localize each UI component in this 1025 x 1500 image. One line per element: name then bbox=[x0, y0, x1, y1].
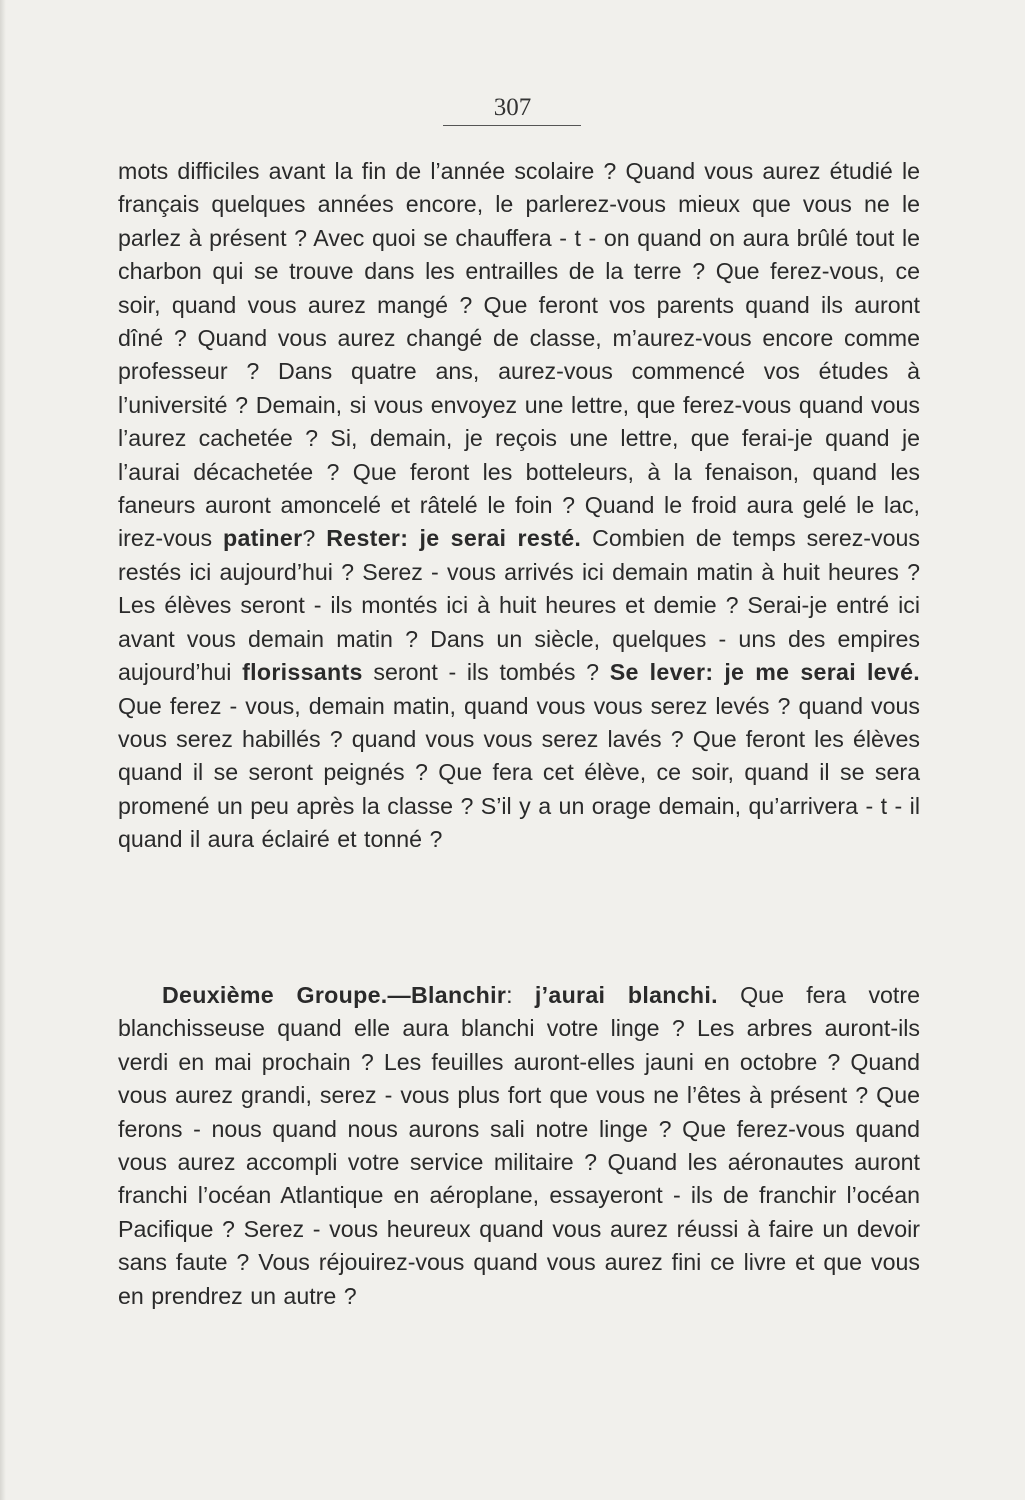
text-run: : bbox=[506, 982, 535, 1008]
header-rule bbox=[443, 125, 581, 126]
bold-term-florissants: florissants bbox=[242, 659, 363, 686]
text-run: Combien de temps serez-vous restés ici aujourd’hui ? Serez - vous arrivés ici demain matin à huit heures ? Les élèves seront - ils montés ici à huit heures et demie ? Serai-je entré ici avant vous demain matin ? Dans un siècle, quelques - uns des empires aujourd’hui bbox=[118, 525, 921, 686]
text-run: mots difficiles avant la fin de l’année scolaire ? Quand vous aurez étudié le français quelques années encore, le parlerez-vous mieux que vous ne le parlez à présent ? Avec quoi se chauffera - t - on quand on aura brûlé tout le charbon qui se trouve dans les entrailles de la terre ? Que ferez-vous, ce soir, quand vous aurez mangé ? Que feront vos parents quand ils auront dîné ? Quand vous aurez changé de classe, m’aurez-vous encore comme professeur ? Dans quatre ans, aurez-vous commencé vos études à l’université ? Demain, si vous envoyez une lettre, que ferez-vous quand vous l’aurez cachetée ? Si, demain, je reçois une lettre, que ferai-je quand je l’aurai décachetée ? Que feront les botteleurs, à la fenaison, quand les faneurs auront amoncelé et râtelé le foin ? Quand le froid aura gelé le lac, irez-vous bbox=[118, 158, 920, 552]
text-run: Que fera votre blanchisseuse quand elle aura blanchi votre linge ? Les arbres auront-ils verdi en mai prochain ? Les feuilles auront-elles jauni en octobre ? Quand vous aurez grandi, serez - vous plus fort que vous ne l’êtes à présent ? Que ferons - nous quand nous aurons sali notre linge ? Que ferez-vous quand vous aurez accompli votre service militaire ? Quand les aéronautes auront franchi l’océan Atlantique en aéroplane, essayeront - ils de franchir l’océan Pacifique ? Serez - vous heureux quand vous aurez réussi à faire un devoir sans faute ? Vous réjouirez-vous quand vous aurez fini ce livre et que vous en prendrez un autre ? bbox=[118, 982, 920, 1309]
bold-term-rester: Rester: je serai resté. bbox=[326, 525, 582, 552]
paragraph-1 bbox=[118, 155, 920, 857]
bold-term-blanchi: j’aurai blanchi. bbox=[534, 982, 718, 1008]
text-run: ? bbox=[302, 525, 327, 552]
text-run: seront - ils tombés ? bbox=[362, 659, 610, 686]
text-run: Que ferez - vous, demain matin, quand vous vous serez levés ? quand vous vous serez habillés ? quand vous vous serez lavés ? Que feront les élèves quand il se seront peignés ? Que fera cet élève, ce soir, quand il se sera promené un peu après la classe ? S’il y a un orage demain, qu’arrivera - t - il quand il aura éclairé et tonné ? bbox=[118, 692, 920, 853]
paragraph-2 bbox=[118, 979, 920, 1313]
bold-term-patiner: patiner bbox=[223, 525, 303, 552]
page-edge-shadow bbox=[0, 0, 6, 1500]
page-number: 307 bbox=[493, 94, 532, 121]
bold-term-se-lever: Se lever: je me serai levé. bbox=[609, 659, 921, 686]
section-heading-deuxieme-groupe: Deuxième Groupe.—Blanchir bbox=[162, 982, 507, 1008]
